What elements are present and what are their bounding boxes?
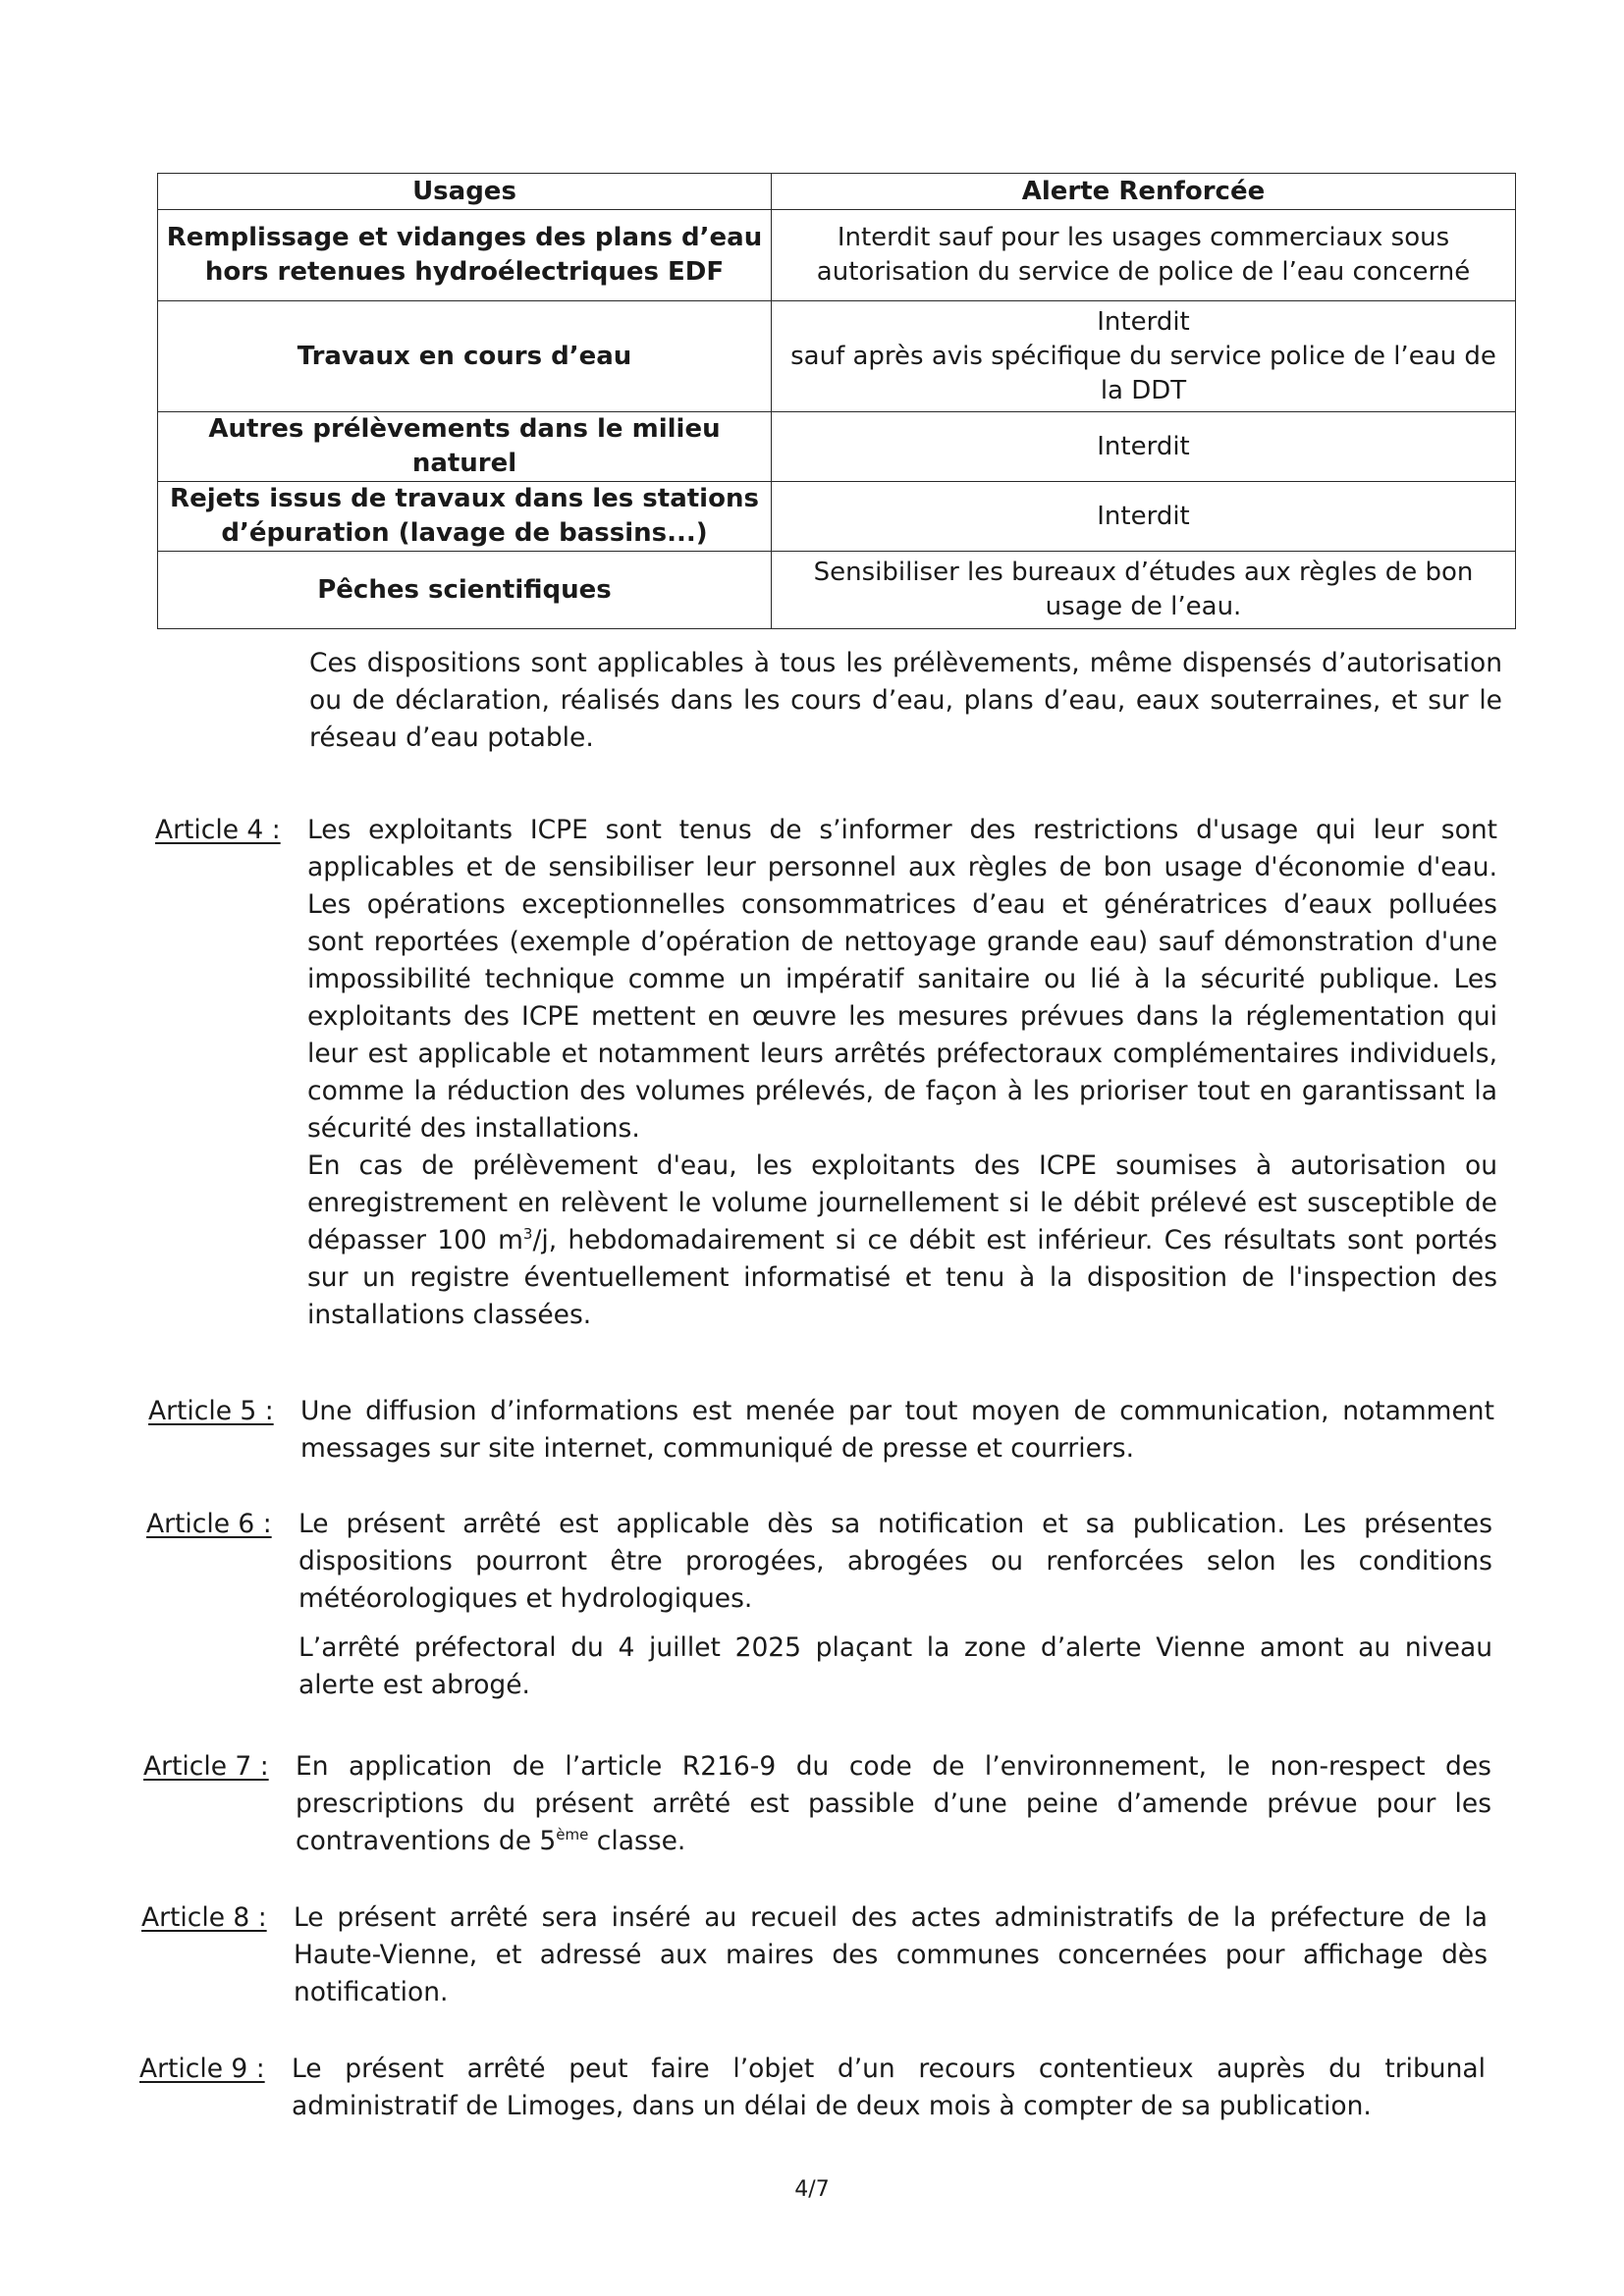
page-number: 4/7: [794, 2177, 830, 2202]
article-4-body: [307, 812, 1497, 1334]
table-row: [158, 412, 1516, 482]
superscript: 3: [522, 1225, 533, 1244]
usage-cell: Remplissage et vidanges des plans d’eau hors retenues hydroélectriques EDF: [158, 210, 772, 301]
article-6-body: [298, 1506, 1492, 1704]
article-6-label: Article 6 :: [146, 1509, 272, 1539]
table-header-row: [158, 174, 1516, 210]
table-row: [158, 210, 1516, 301]
text-span: /j, hebdomadairement si ce débit est inférieur. Ces résultats sont portés sur un registre éventuellement informatisé et tenu à la disposition de l'inspection des installations classées.: [307, 1225, 1497, 1330]
text-span: En application de l’article R216-9 du code de l’environnement, le non-respect des prescriptions du présent arrêté est passible d’une peine d’amende prévue pour les contraventions de 5: [296, 1751, 1491, 1856]
rule-cell: Interdit sauf pour les usages commerciaux sous autorisation du service de police de l’eau concerné: [772, 210, 1516, 301]
article-5-label: Article 5 :: [148, 1396, 274, 1426]
rule-line: sauf après avis spécifique du service police de l’eau de la DDT: [790, 341, 1496, 405]
text-span: En cas de prélèvement d'eau, les exploitants des ICPE soumises à autorisation ou enregistrement en relèvent le volume journellement si le débit prélevé est susceptible de dépasser 100 m: [307, 1150, 1497, 1255]
table-row: [158, 552, 1516, 629]
table-row: [158, 482, 1516, 552]
article-5-body: Une diffusion d’informations est menée par tout moyen de communication, notamment messages sur site internet, communiqué de presse et courriers.: [300, 1396, 1494, 1464]
article-9-body: Le présent arrêté peut faire l’objet d’un recours contentieux auprès du tribunal administratif de Limoges, dans un délai de deux mois à compter de sa publication.: [292, 2054, 1486, 2121]
article-6-paragraph-1: Le présent arrêté est applicable dès sa notification et sa publication. Les présentes dispositions pourront être prorogées, abrogées ou renforcées selon les conditions météorologiques et hydrologiques.: [298, 1509, 1492, 1614]
rule-cell: [772, 301, 1516, 412]
table-row: [158, 301, 1516, 412]
usage-cell: Autres prélèvements dans le milieu naturel: [158, 412, 772, 482]
article-4-paragraph-1: Les exploitants ICPE sont tenus de s’informer des restrictions d'usage qui leur sont applicables et de sensibiliser leur personnel aux règles de bon usage d'économie d'eau. Les opérations exceptionnelles consommatrices d’eau et génératrices d’eaux polluées sont reportées (exemple d’opération de nettoyage grande eau) sauf démonstration d'une impossibilité technique comme un impératif sanitaire ou lié à la sécurité publique. Les exploitants des ICPE mettent en œuvre les mesures prévues dans la réglementation qui leur est applicable et notamment leurs arrêtés préfectoraux complémentaires individuels, comme la réduction des volumes prélevés, de façon à les prioriser tout en garantissant la sécurité des installations.: [307, 815, 1497, 1144]
usage-cell: Travaux en cours d’eau: [158, 301, 772, 412]
applicability-note: Ces dispositions sont applicables à tous les prélèvements, même dispensés d’autorisation ou de déclaration, réalisés dans les cours d’eau, plans d’eau, eaux souterraines, et sur le réseau d’eau potable.: [309, 648, 1502, 753]
article-4-label: Article 4 :: [155, 815, 281, 845]
article-9-label: Article 9 :: [139, 2054, 265, 2084]
article-7-label: Article 7 :: [143, 1751, 269, 1782]
rule-cell: Sensibiliser les bureaux d’études aux règles de bon usage de l’eau.: [772, 552, 1516, 629]
article-8-label: Article 8 :: [141, 1902, 267, 1933]
header-usages: Usages: [158, 174, 772, 210]
article-6-paragraph-2: L’arrêté préfectoral du 4 juillet 2025 plaçant la zone d’alerte Vienne amont au niveau alerte est abrogé.: [298, 1632, 1492, 1700]
rule-cell: Interdit: [772, 482, 1516, 552]
usage-cell: Pêches scientifiques: [158, 552, 772, 629]
usage-cell: Rejets issus de travaux dans les stations d’épuration (lavage de bassins...): [158, 482, 772, 552]
rule-line: Interdit: [1097, 306, 1190, 337]
header-alerte-renforcee: Alerte Renforcée: [772, 174, 1516, 210]
article-7-body: [296, 1748, 1491, 1860]
superscript: ème: [556, 1826, 589, 1844]
text-span: classe.: [588, 1826, 686, 1856]
article-4-paragraph-2: [307, 1148, 1497, 1334]
usage-restrictions-table: [157, 173, 1516, 629]
rule-cell: Interdit: [772, 412, 1516, 482]
article-8-body: Le présent arrêté sera inséré au recueil des actes administratifs de la préfecture de la Haute-Vienne, et adressé aux maires des communes concernées pour affichage dès notification.: [294, 1902, 1488, 2007]
